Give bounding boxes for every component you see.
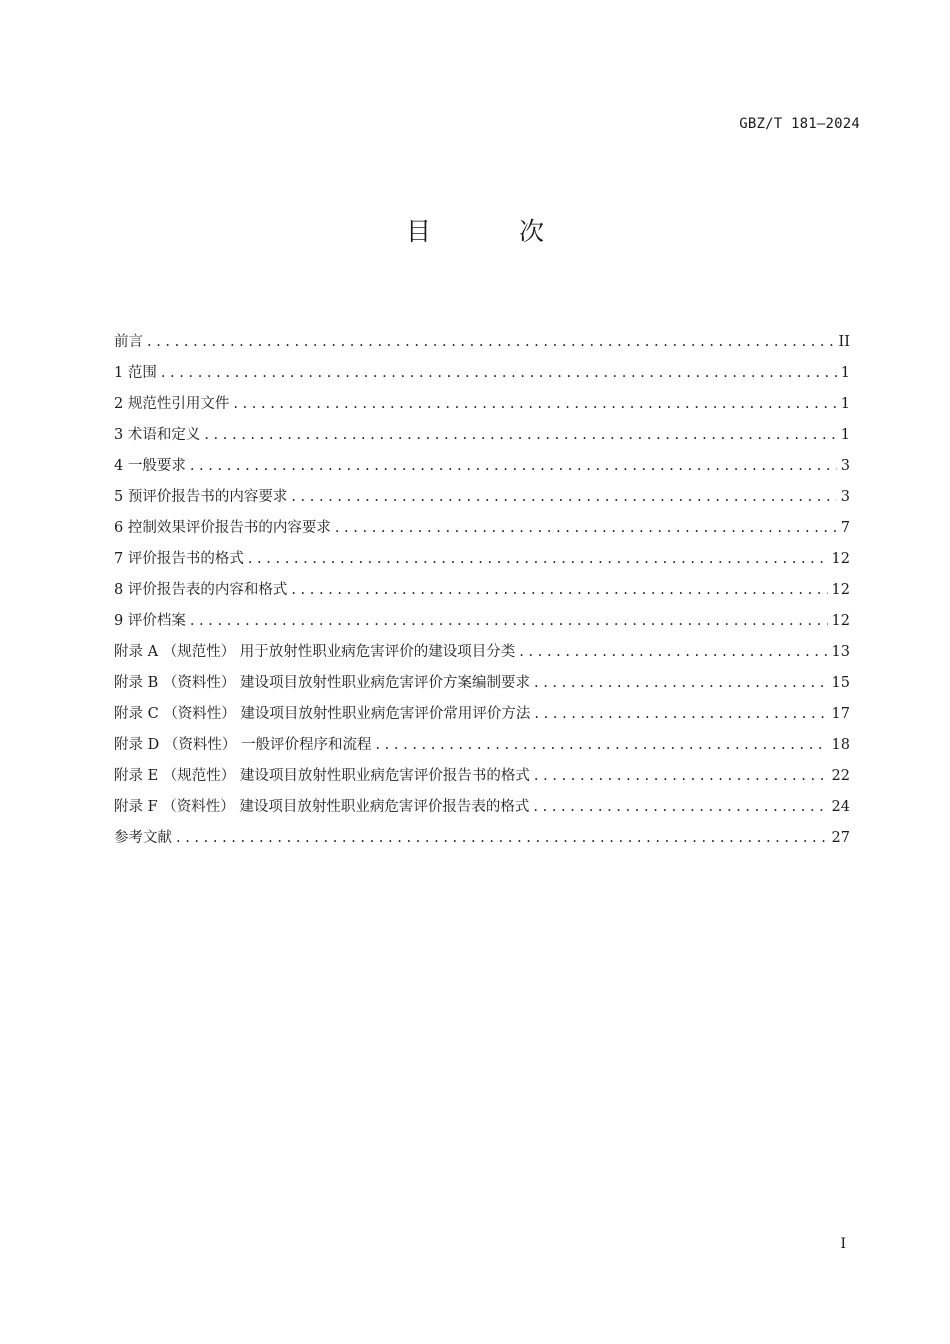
toc-entry-label: 附录 F （资料性） 建设项目放射性职业病危害评价报告表的格式 <box>114 799 530 815</box>
toc-entry-appendix-c[interactable] <box>114 701 850 732</box>
toc-entry-page: 3 <box>840 458 850 474</box>
toc-entry-appendix-d[interactable] <box>114 732 850 763</box>
toc-entry-page: 12 <box>831 582 850 598</box>
toc-leader-dots <box>190 453 837 479</box>
toc-entry-appendix-b[interactable] <box>114 670 850 701</box>
toc-entry-5[interactable] <box>114 484 850 515</box>
toc-leader-dots <box>375 732 827 758</box>
toc-leader-dots <box>147 329 835 355</box>
toc-entry-label: 6 控制效果评价报告书的内容要求 <box>114 520 331 536</box>
toc-leader-dots <box>291 484 836 510</box>
toc-leader-dots <box>533 794 827 820</box>
toc-entry-7[interactable] <box>114 546 850 577</box>
toc-leader-dots <box>335 515 837 541</box>
toc-leader-dots <box>204 422 836 448</box>
toc-entry-label: 附录 C （资料性） 建设项目放射性职业病危害评价常用评价方法 <box>114 706 531 722</box>
toc-entry-label: 附录 B （资料性） 建设项目放射性职业病危害评价方案编制要求 <box>114 675 530 691</box>
page-number: I <box>840 1236 846 1252</box>
toc-entry-page: 13 <box>831 644 850 660</box>
toc-entry-preface[interactable] <box>114 329 850 360</box>
toc-leader-dots <box>534 670 828 696</box>
toc-entry-page: 15 <box>831 675 850 691</box>
toc-entry-label: 4 一般要求 <box>114 458 186 474</box>
toc-entry-page: 17 <box>831 706 850 722</box>
toc-entry-3[interactable] <box>114 422 850 453</box>
toc-entry-label: 3 术语和定义 <box>114 427 201 443</box>
toc-entry-1[interactable] <box>114 360 850 391</box>
toc-entry-page: 24 <box>831 799 850 815</box>
toc-entry-appendix-a[interactable] <box>114 639 850 670</box>
toc-entry-page: II <box>838 334 850 350</box>
toc-entry-6[interactable] <box>114 515 850 546</box>
toc-leader-dots <box>248 546 828 572</box>
toc-leader-dots <box>291 577 827 603</box>
toc-entry-label: 9 评价档案 <box>114 613 186 629</box>
toc-entry-appendix-e[interactable] <box>114 763 850 794</box>
toc-entry-label: 8 评价报告表的内容和格式 <box>114 582 288 598</box>
toc-entry-page: 18 <box>831 737 850 753</box>
toc-entry-appendix-f[interactable] <box>114 794 850 825</box>
toc-entry-page: 22 <box>831 768 850 784</box>
toc-entry-page: 1 <box>840 365 850 381</box>
toc-entry-9[interactable] <box>114 608 850 639</box>
toc-entry-label: 5 预评价报告书的内容要求 <box>114 489 288 505</box>
toc-leader-dots <box>534 763 828 789</box>
toc-leader-dots <box>233 391 836 417</box>
table-of-contents <box>114 329 850 856</box>
toc-entry-references[interactable] <box>114 825 850 856</box>
toc-entry-8[interactable] <box>114 577 850 608</box>
toc-entry-4[interactable] <box>114 453 850 484</box>
toc-entry-label: 参考文献 <box>114 830 172 846</box>
toc-leader-dots <box>176 825 828 851</box>
toc-entry-label: 附录 E （规范性） 建设项目放射性职业病危害评价报告书的格式 <box>114 768 530 784</box>
toc-entry-page: 27 <box>831 830 850 846</box>
toc-entry-label: 2 规范性引用文件 <box>114 396 230 412</box>
toc-leader-dots <box>519 639 827 665</box>
toc-entry-page: 7 <box>840 520 850 536</box>
toc-entry-label: 附录 D （资料性） 一般评价程序和流程 <box>114 737 372 753</box>
toc-leader-dots <box>190 608 828 634</box>
toc-entry-label: 1 范围 <box>114 365 157 381</box>
toc-entry-page: 3 <box>840 489 850 505</box>
toc-entry-page: 1 <box>840 396 850 412</box>
toc-entry-page: 1 <box>840 427 850 443</box>
toc-leader-dots <box>534 701 827 727</box>
standard-code: GBZ/T 181—2024 <box>739 116 860 132</box>
toc-leader-dots <box>161 360 837 386</box>
toc-entry-label: 7 评价报告书的格式 <box>114 551 244 567</box>
toc-entry-page: 12 <box>831 613 850 629</box>
toc-entry-label: 附录 A （规范性） 用于放射性职业病危害评价的建设项目分类 <box>114 644 516 660</box>
toc-entry-2[interactable] <box>114 391 850 422</box>
toc-entry-label: 前言 <box>114 334 143 350</box>
page-title: 目 次 <box>406 217 584 246</box>
toc-entry-page: 12 <box>831 551 850 567</box>
